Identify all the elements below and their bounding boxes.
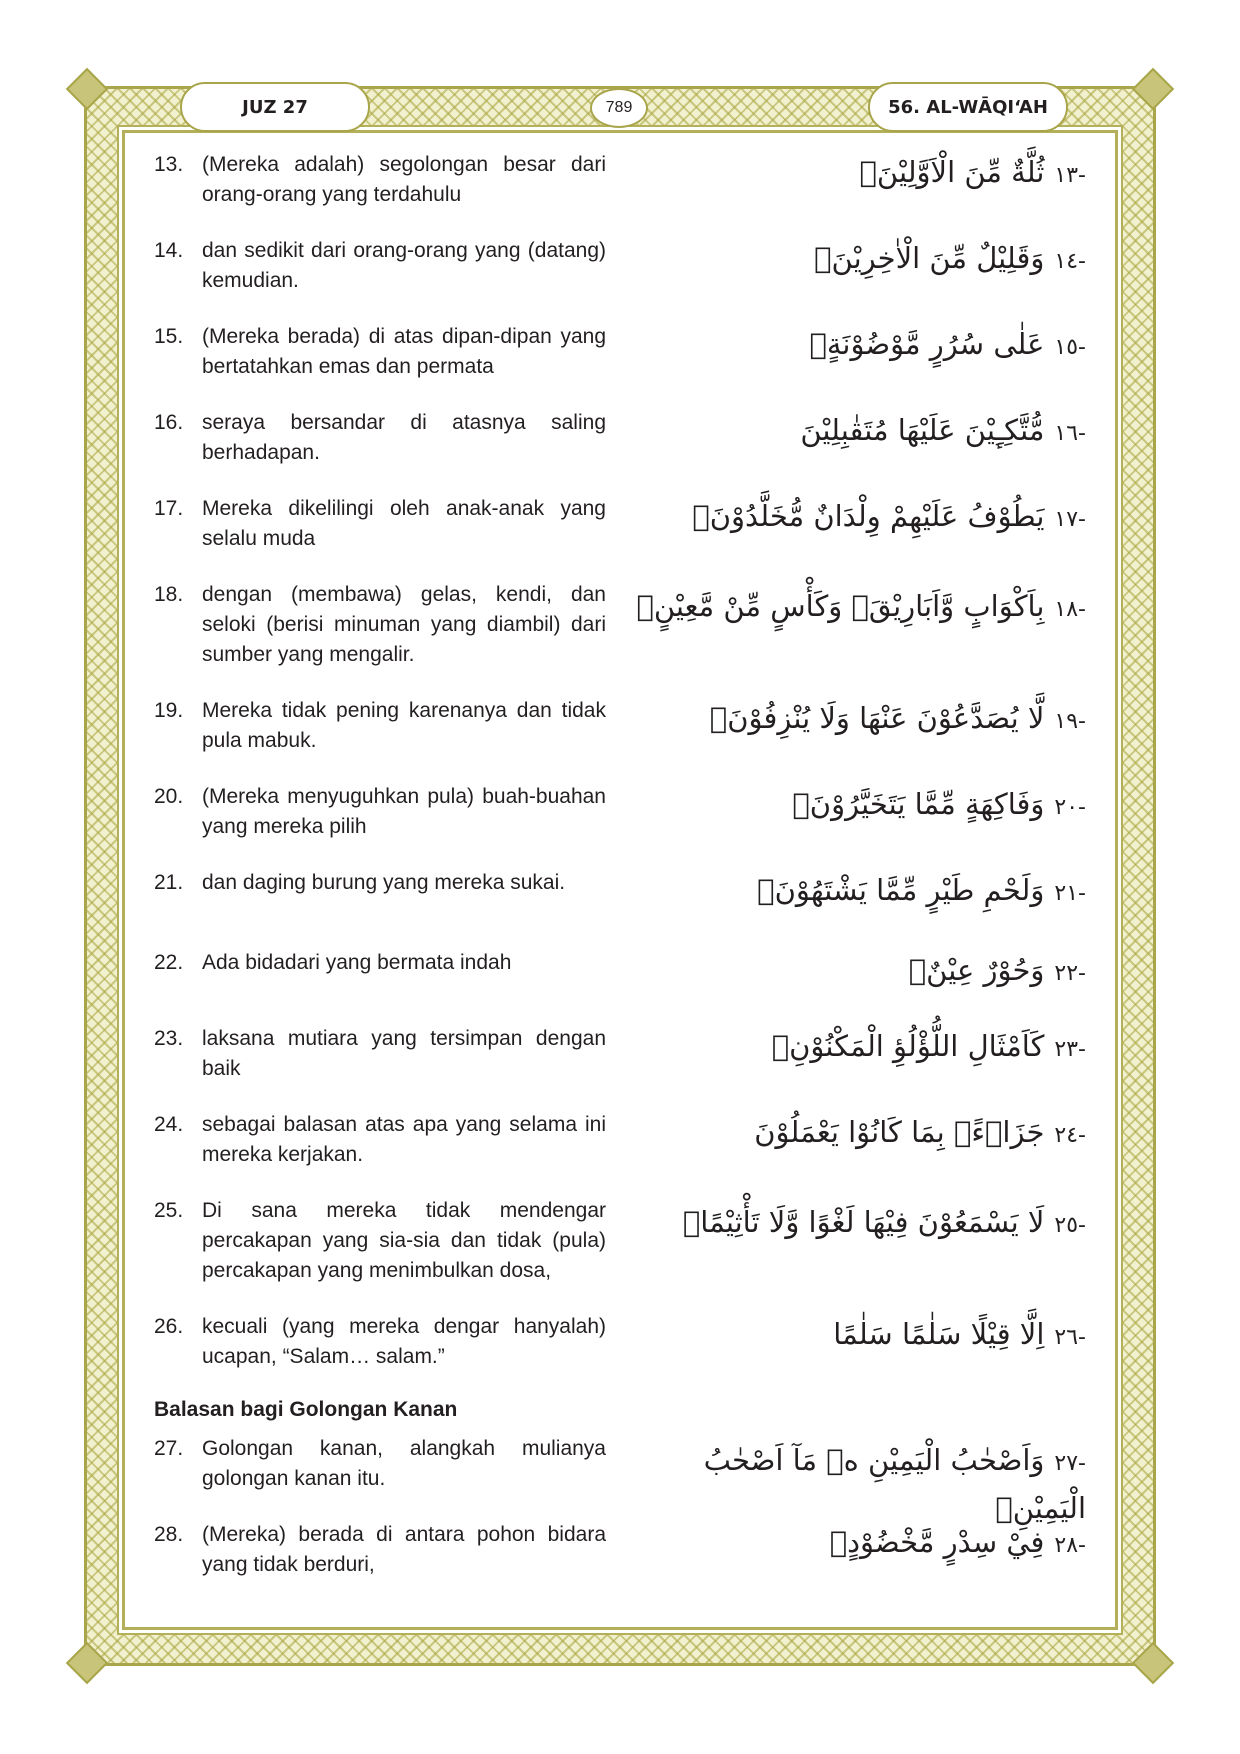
translation <box>154 868 606 898</box>
verse-translation: seraya bersandar di atasnya saling berhadapan. <box>202 411 606 464</box>
arabic-verse <box>616 782 1086 830</box>
verse-translation: sebagai balasan atas apa yang selama ini mereka kerjakan. <box>202 1113 606 1166</box>
arabic-verse-number: -٢٠ <box>1054 795 1086 820</box>
verse-number: 20. <box>154 785 184 808</box>
verse-number: 16. <box>154 411 184 434</box>
verse-number: 28. <box>154 1523 184 1546</box>
verse-number: 26. <box>154 1315 184 1338</box>
verse-translation: (Mereka berada) di atas dipan-dipan yang bertatahkan emas dan permata <box>202 325 606 378</box>
arabic-text: ثُلَّةٌ مِّنَ الْاَوَّلِيْنَۙ <box>859 155 1045 189</box>
verse-number: 24. <box>154 1113 184 1136</box>
translation <box>154 696 606 756</box>
translation <box>154 1520 606 1580</box>
arabic-text: يَطُوْفُ عَلَيْهِمْ وِلْدَانٌ مُّخَلَّدُوْنَۙ <box>692 499 1045 533</box>
arabic-verse <box>616 948 1086 996</box>
verse-translation: dan daging burung yang mereka sukai. <box>202 871 566 894</box>
verse-translation: (Mereka adalah) segolongan besar dari orang-orang yang terdahulu <box>202 153 606 206</box>
arabic-text: جَزَاۤءًۢ بِمَا كَانُوْا يَعْمَلُوْنَ <box>754 1115 1045 1149</box>
juz-label: JUZ 27 <box>180 82 370 132</box>
verse-number: 13. <box>154 153 184 176</box>
verse-number: 19. <box>154 699 184 722</box>
verse-translation: kecuali (yang mereka dengar hanyalah) ucapan, “Salam… salam.” <box>202 1315 606 1368</box>
verse-number: 22. <box>154 951 184 974</box>
arabic-text: عَلٰى سُرُرٍ مَّوْضُوْنَةٍۙ <box>809 327 1045 361</box>
arabic-verse-number: -٢٣ <box>1054 1037 1086 1062</box>
arabic-verse <box>616 696 1086 744</box>
arabic-text: بِاَكْوَابٍ وَّاَبَارِيْقَۙ وَكَأْسٍ مِّنْ مَّعِيْنٍۙ <box>636 589 1045 623</box>
arabic-verse-number: -٢٧ <box>1054 1451 1086 1476</box>
verse-translation: (Mereka menyuguhkan pula) buah-buahan yang mereka pilih <box>202 785 606 838</box>
verse-translation: Di sana mereka tidak mendengar percakapan yang sia-sia dan tidak (pula) percakapan yang menimbulkan dosa, <box>202 1199 606 1282</box>
verse-translation: Ada bidadari yang bermata indah <box>202 951 512 974</box>
verse-translation: Golongan kanan, alangkah mulianya golongan kanan itu. <box>202 1437 606 1490</box>
arabic-text: وَلَحْمِ طَيْرٍ مِّمَّا يَشْتَهُوْنَۗ <box>757 873 1045 907</box>
arabic-text: كَاَمْثَالِ اللُّؤْلُؤِ الْمَكْنُوْنِۚ <box>771 1029 1045 1063</box>
arabic-verse <box>616 322 1086 370</box>
arabic-text: مُّتَّكِـِٕيْنَ عَلَيْهَا مُتَقٰبِلِيْنَ <box>800 413 1045 447</box>
arabic-verse-number: -١٧ <box>1054 507 1086 532</box>
verse-translation: dan sedikit dari orang-orang yang (datang) kemudian. <box>202 239 606 292</box>
translation <box>154 150 606 210</box>
translation <box>154 782 606 842</box>
arabic-text: وَفَاكِهَةٍ مِّمَّا يَتَخَيَّرُوْنَۙ <box>792 787 1045 821</box>
verse-translation: Mereka dikelilingi oleh anak-anak yang selalu muda <box>202 497 606 550</box>
arabic-verse <box>616 494 1086 542</box>
arabic-text: لَا يَسْمَعُوْنَ فِيْهَا لَغْوًا وَّلَا تَأْثِيْمًاۙ <box>682 1205 1045 1239</box>
arabic-verse <box>616 1110 1086 1158</box>
arabic-verse <box>616 868 1086 916</box>
arabic-verse-number: -٢٥ <box>1054 1213 1086 1238</box>
translation <box>154 1110 606 1170</box>
arabic-verse-number: -٢٢ <box>1054 961 1086 986</box>
translation <box>154 408 606 468</box>
arabic-verse <box>616 584 1086 632</box>
arabic-verse-number: -١٩ <box>1054 709 1086 734</box>
arabic-text: فِيْ سِدْرٍ مَّخْضُوْدٍۙ <box>829 1525 1045 1559</box>
translation <box>154 494 606 554</box>
arabic-verse-number: -٢٦ <box>1054 1325 1086 1350</box>
translation <box>154 1312 606 1372</box>
verse-number: 27. <box>154 1437 184 1460</box>
translation <box>154 322 606 382</box>
arabic-verse <box>616 150 1086 198</box>
verse-number: 15. <box>154 325 184 348</box>
translation <box>154 580 606 670</box>
arabic-verse <box>616 1312 1086 1360</box>
arabic-verse-number: -٢١ <box>1054 881 1086 906</box>
arabic-text: وَقَلِيْلٌ مِّنَ الْاٰخِرِيْنَۗ <box>814 241 1045 275</box>
verse-translation: dengan (membawa) gelas, kendi, dan seloki (berisi minuman yang diambil) dari sumber yang mengalir. <box>202 583 606 666</box>
translation <box>154 1024 606 1084</box>
translation <box>154 236 606 296</box>
verse-number: 14. <box>154 239 184 262</box>
section-heading: Balasan bagi Golongan Kanan <box>154 1398 458 1421</box>
verse-translation: (Mereka) berada di antara pohon bidara yang tidak berduri, <box>202 1523 606 1576</box>
translation <box>154 1196 606 1286</box>
verse-number: 25. <box>154 1199 184 1222</box>
arabic-verse-number: -١٥ <box>1054 335 1086 360</box>
arabic-verse <box>616 1200 1086 1248</box>
arabic-verse-number: -١٣ <box>1054 163 1086 188</box>
verse-number: 17. <box>154 497 184 520</box>
arabic-verse-number: -٢٤ <box>1054 1123 1086 1148</box>
arabic-text: لَّا يُصَدَّعُوْنَ عَنْهَا وَلَا يُنْزِفُوْنَۙ <box>709 701 1045 735</box>
arabic-verse-number: -١٨ <box>1054 597 1086 622</box>
arabic-verse <box>616 1520 1086 1568</box>
verse-number: 18. <box>154 583 184 606</box>
arabic-text: وَحُوْرٌ عِيْنٌۙ <box>908 953 1045 987</box>
arabic-text: وَاَصْحٰبُ الْيَمِيْنِ ەۙ مَآ اَصْحٰبُ الْيَمِيْنِۗ <box>703 1443 1086 1525</box>
surah-label: 56. AL-WĀQI‘AH <box>868 82 1068 132</box>
arabic-text: اِلَّا قِيْلًا سَلٰمًا سَلٰمًا <box>833 1317 1045 1351</box>
arabic-verse-number: -١٦ <box>1054 421 1086 446</box>
verse-number: 21. <box>154 871 184 894</box>
arabic-verse <box>616 1024 1086 1072</box>
arabic-verse-number: -١٤ <box>1054 249 1086 274</box>
verse-number: 23. <box>154 1027 184 1050</box>
verse-translation: Mereka tidak pening karenanya dan tidak pula mabuk. <box>202 699 606 752</box>
arabic-verse <box>616 236 1086 284</box>
arabic-verse <box>616 408 1086 456</box>
translation <box>154 948 606 978</box>
arabic-verse-number: -٢٨ <box>1054 1533 1086 1558</box>
translation <box>154 1434 606 1494</box>
page-number: 789 <box>590 88 648 128</box>
arabic-verse <box>616 1438 1086 1530</box>
verse-translation: laksana mutiara yang tersimpan dengan baik <box>202 1027 606 1080</box>
